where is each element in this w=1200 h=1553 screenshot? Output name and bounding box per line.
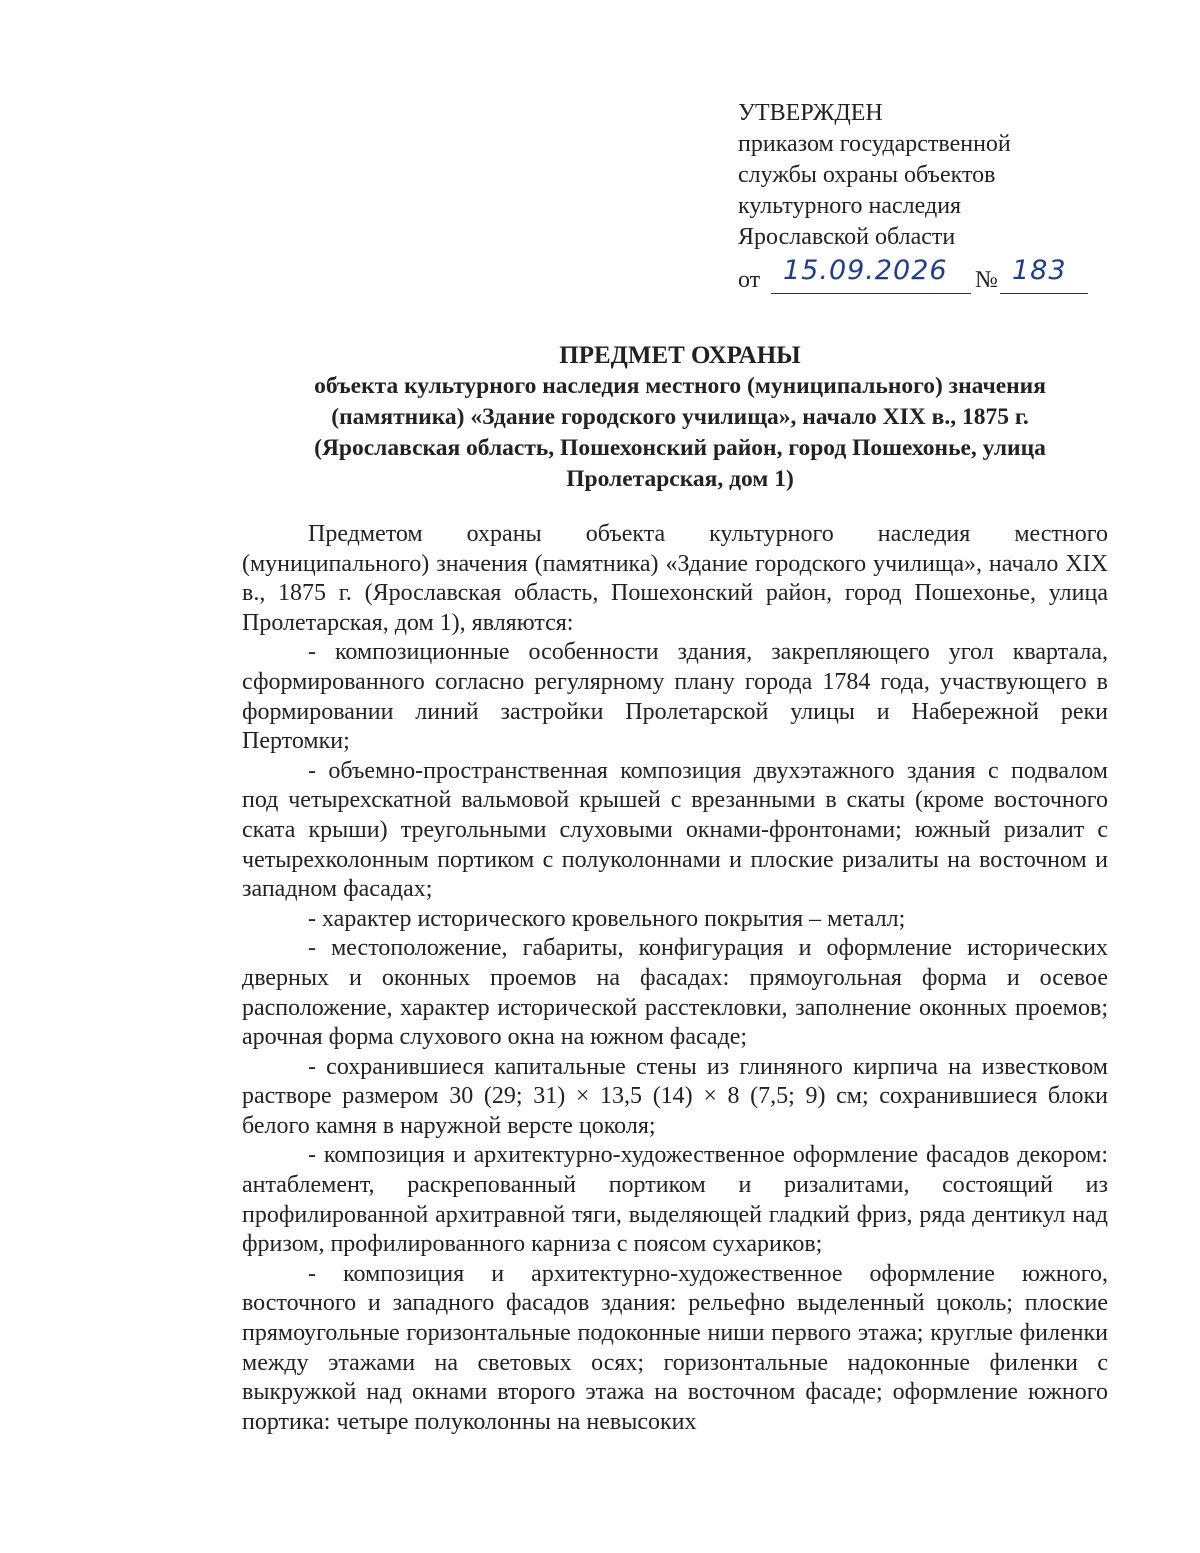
number-label: № <box>975 267 998 293</box>
approval-date-row <box>738 253 1118 293</box>
date-field <box>771 255 971 294</box>
title-line: Пролетарская, дом 1) <box>566 466 794 492</box>
intro-paragraph: Предметом охраны объекта культурного наследия местного (муниципального) значения (памятника) «Здание городского училища», начало XIX в., 1875 г. (Ярославская область, Пошехонский район, город Пошехонье, улица Пролетарская, дом 1), являются: <box>242 521 1108 636</box>
title-line: (памятника) «Здание городского училища», начало XIX в., 1875 г. <box>331 404 1029 430</box>
title-main: ПРЕДМЕТ ОХРАНЫ <box>559 342 801 369</box>
date-prefix: от <box>738 267 761 293</box>
approval-line: службы охраны объектов <box>738 162 996 188</box>
approval-stamp <box>738 98 1118 293</box>
list-item: - композиционные особенности здания, закрепляющего угол квартала, сформированного согласно регулярному плану города 1784 года, участвующего в формировании линий застройки Пролетарской улицы и Набережной реки Пертомки; <box>242 639 1108 755</box>
document-title <box>240 340 1120 495</box>
approval-line: культурного наследия <box>738 193 962 219</box>
approval-line: приказом государственной <box>738 131 1011 157</box>
list-item: - характер исторического кровельного покрытия – металл; <box>308 905 906 932</box>
number-field <box>1000 255 1088 294</box>
title-line: (Ярославская область, Пошехонский район, город Пошехонье, улица <box>314 435 1046 461</box>
approval-line: Ярославской области <box>738 224 956 250</box>
list-item: - местоположение, габариты, конфигурация и оформление исторических дверных и оконных проемов на фасадах: прямоугольная форма и осевое расположение, характер исторической расстекловки, заполнение оконных проемов; арочная форма слухового окна на южном фасаде; <box>242 935 1108 1051</box>
title-line: объекта культурного наследия местного (муниципального) значения <box>314 373 1046 399</box>
handwritten-date: 15.09.2026 <box>783 255 948 286</box>
list-item: - композиция и архитектурно-художественное оформление южного, восточного и западного фасадов здания: рельефно выделенный цоколь; плоские прямоугольные горизонтальные подоконные ниши первого этажа; круглые филенки между этажами на световых осях; горизонтальные надоконные филенки с выкружкой над окнами второго этажа на восточном фасаде; оформление южного портика: четыре полуколонны на невысоких <box>242 1260 1108 1435</box>
list-item: - объемно-пространственная композиция двухэтажного здания с подвалом под четырехскатной вальмовой крышей с врезанными в скаты (кроме восточного ската крыши) треугольными слуховыми окнами-фронтонами; южный ризалит с четырехколонным портиком с полуколоннами и плоские ризалиты на восточном и западном фасадах; <box>242 757 1108 903</box>
document-body <box>242 520 1108 1437</box>
list-item: - композиция и архитектурно-художественное оформление фасадов декором: антаблемент, раскрепованный портиком и ризалитами, состоящий из профилированной архитравной тяги, выделяющей гладкий фриз, ряда дентикул над фризом, профилированного карниза с поясом сухариков; <box>242 1142 1108 1258</box>
handwritten-number: 183 <box>1012 255 1067 286</box>
list-item: - сохранившиеся капитальные стены из глиняного кирпича на известковом растворе размером 30 (29; 31) × 13,5 (14) × 8 (7,5; 9) см; сохранившиеся блоки белого камня в наружной версте цоколя; <box>242 1053 1108 1139</box>
approval-heading: УТВЕРЖДЕН <box>738 100 883 126</box>
